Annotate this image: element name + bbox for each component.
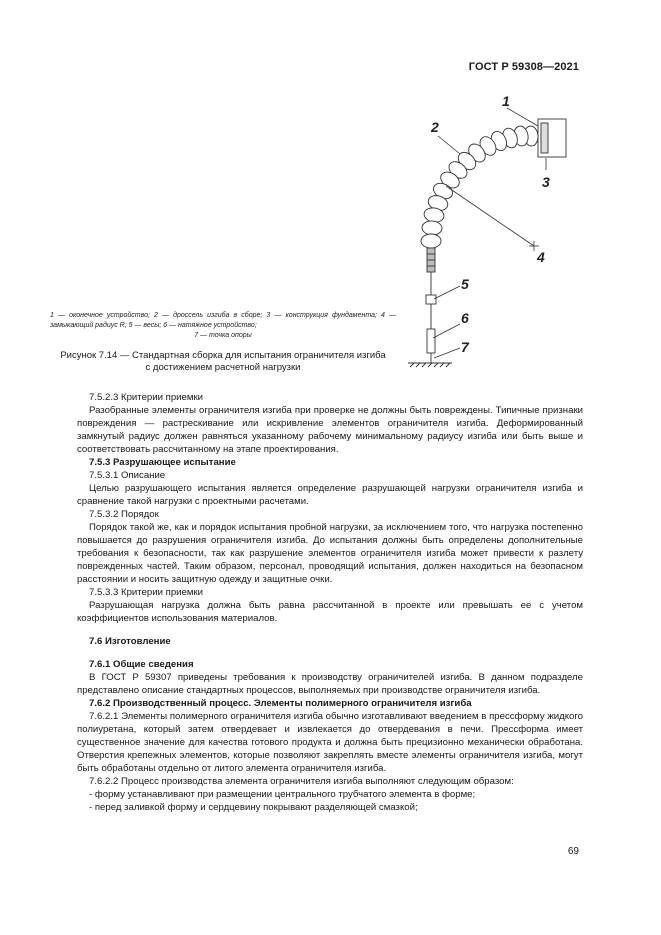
heading-7-5-3: 7.5.3 Разрушающее испытание [89, 457, 236, 468]
document-body [77, 391, 583, 814]
caption-line-2: с достижением расчетной нагрузки [145, 362, 301, 373]
document-code: ГОСТ Р 59308—2021 [468, 61, 579, 73]
list-item: - перед заливкой форму и сердцевину покрывают разделяющей смазкой; [89, 802, 418, 813]
heading-7-6-1: 7.6.1 Общие сведения [89, 659, 194, 670]
callout-7: 7 [461, 339, 469, 355]
paragraph-7-5-3-1: Целью разрушающего испытания является определение разрушающей нагрузки ограничителя изгиба и сравнение такой нагрузки с проектными расчетами. [77, 483, 583, 507]
paragraph-7-6-1: В ГОСТ Р 59307 приведены требования к производству ограничителей изгиба. В данном подразделе представлено описание стандартных процессов, выполняемых при производстве ограничителя изгиба. [77, 672, 583, 696]
callout-6: 6 [461, 310, 469, 326]
paragraph-7-6-2-1: 7.6.2.1 Элементы полимерного ограничителя изгиба обычно изготавливают введением в прессформу жидкого полиуретана, который затем отвердевает и извлекается до отвердевания в печи. Прессформа имеет существенное значение для качества готового продукта и должна быть прецизионно механически обработана. Отверстия крепежных элементов, которые позволяют закреплять вместе элементы ограничителя изгиба, могут быть обработаны отдельно от литого элемента ограничителя изгиба. [77, 711, 583, 774]
heading-7-5-2-3: 7.5.2.3 Критерии приемки [89, 392, 204, 403]
heading-7-5-3-1: 7.5.3.1 Описание [89, 470, 166, 481]
figure-legend [50, 311, 396, 341]
callout-2: 2 [431, 119, 439, 135]
legend-line-2: 7 — точка опоры [194, 332, 252, 339]
callout-1: 1 [502, 93, 510, 109]
paragraph-7-5-2-3: Разобранные элементы ограничителя изгиба при проверке не должны быть повреждены. Типичные признаки повреждения — растрескивание или искривление элементов ограничителя изгиба. Деформированный замкнутый радиус должен равняться указанному рабочему минимальному радиусу изгиба или быть выше и соответствовать рассчитанному на этапе проектирования. [77, 405, 583, 455]
page-number: 69 [567, 846, 579, 857]
paragraph-7-5-3-2: Порядок такой же, как и порядок испытания пробной нагрузки, за исключением того, что нагрузка постепенно повышается до разрушения ограничителя изгиба. До испытания должны быть определены дополнительные требования к безопасности, так как разрушение элементов ограничителя изгиба может привести к разлету поврежденных частей. Таким образом, персонал, проводящий испытания, должен находиться на безопасном расстоянии и носить защитную одежду и защитные очки. [77, 522, 583, 585]
callout-5: 5 [461, 276, 469, 292]
heading-7-6-2: 7.6.2 Производственный процесс. Элементы полимерного ограничителя изгиба [89, 698, 472, 709]
heading-7-5-3-2: 7.5.3.2 Порядок [89, 509, 159, 520]
caption-line-1: Рисунок 7.14 — Стандартная сборка для испытания ограничителя изгиба [60, 350, 386, 361]
heading-7-6: 7.6 Изготовление [89, 636, 171, 647]
tensioner [427, 329, 435, 353]
list-item: - форму устанавливают при размещении центрального трубчатого элемента в форме; [89, 789, 476, 800]
callout-4: 4 [537, 249, 545, 265]
legend-line-1: 1 — оконечное устройство; 2 — дроссель изгиба в сборе; 3 — конструкция фундамента; 4 — замыкающий радиус R; 5 — весы; 6 — натяжное устройство; [50, 312, 396, 329]
scale [426, 295, 436, 304]
radius-line [446, 186, 534, 246]
heading-7-5-3-3: 7.5.3.3 Критерии приемки [89, 587, 204, 598]
callout-3: 3 [542, 174, 550, 190]
figure-caption [50, 350, 396, 374]
anchor-point [408, 354, 452, 367]
paragraph-7-5-3-3: Разрушающая нагрузка должна быть равна рассчитанной в проекте или превышать ее с учетом коэффициентов использования материалов. [77, 600, 583, 624]
paragraph-7-6-2-2: 7.6.2.2 Процесс производства элемента ограничителя изгиба выполняют следующим образом: [89, 776, 514, 787]
restrictor-segments [421, 125, 539, 248]
test-assembly-diagram [400, 86, 590, 376]
